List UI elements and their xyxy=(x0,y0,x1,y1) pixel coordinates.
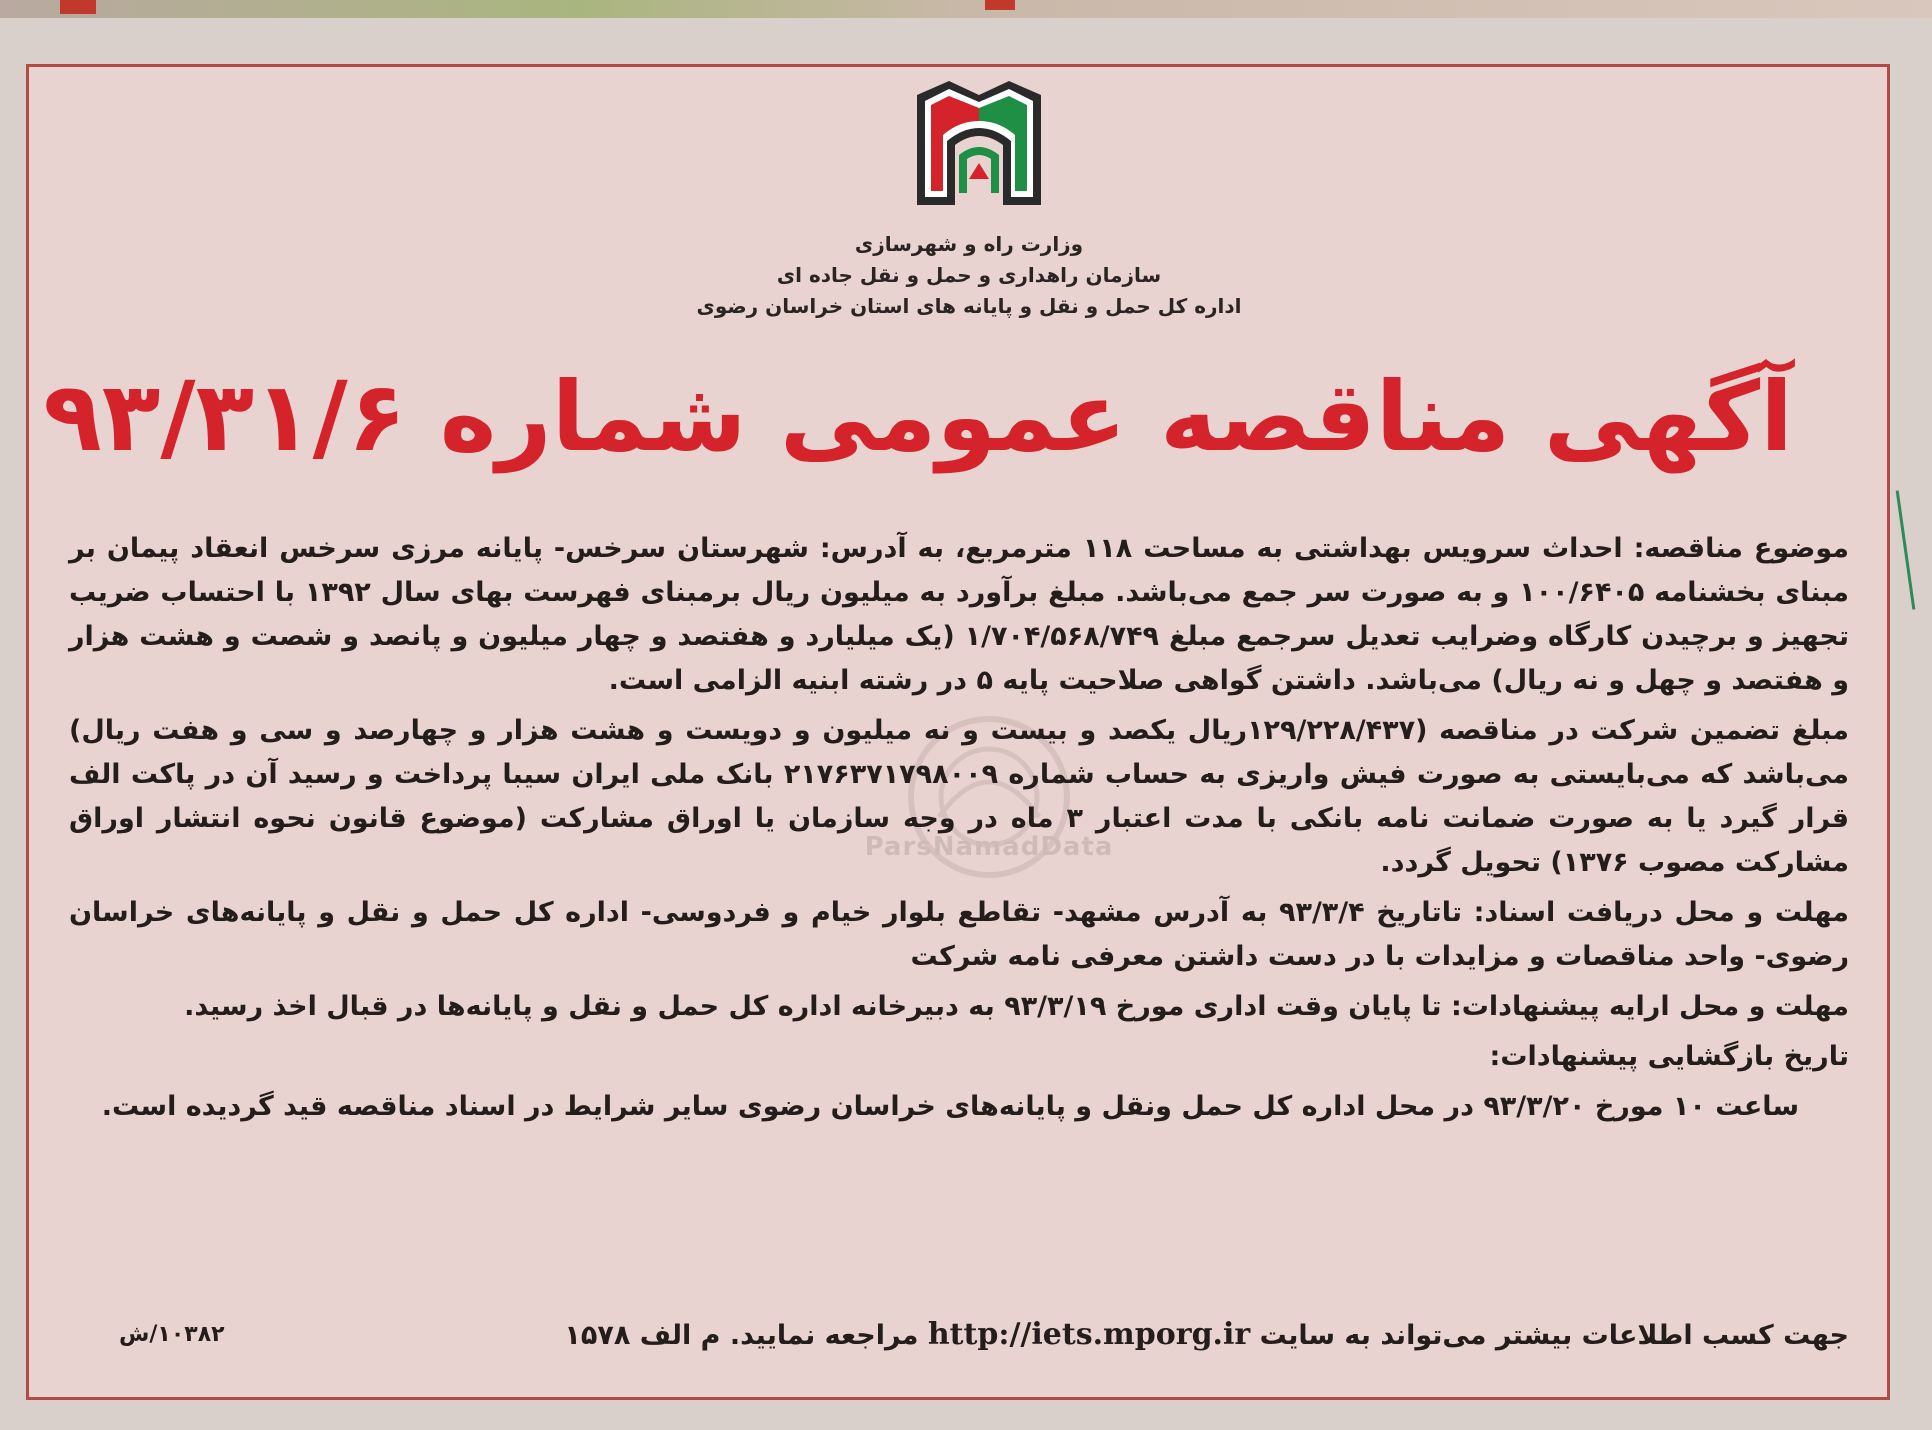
website-link[interactable]: http://iets.mporg.ir xyxy=(927,1317,1251,1352)
org-line-office: اداره کل حمل و نقل و پایانه های استان خراسان رضوی xyxy=(696,294,1242,318)
tender-subject-paragraph: موضوع مناقصه: احداث سرویس بهداشتی به مساحت ۱۱۸ مترمربع، به آدرس: شهرستان سرخس- پایانه مرزی سرخس انعقاد پیمان بر مبنای بخشنامه ۱۰۰/۶۴۰۵ و به صورت سر جمع می‌باشد. مبلغ برآورد به میلیون ریال برمبنای فهرست بهای سال ۱۳۹۲ با احتساب ضریب تجهیز و برچیدن کارگاه وضرایب تعدیل سرجمع مبلغ ۱/۷۰۴/۵۶۸/۷۴۹ (یک میلیارد و هفتصد و چهار میلیون و پانصد و شصت و هشت هزار و هفتصد و چهل و نه ریال) می‌باشد. داشتن گواهی صلاحیت پایه ۵ در رشته ابنیه الزامی است. xyxy=(69,533,1850,696)
notice-body xyxy=(69,527,1849,1129)
margin-green-mark xyxy=(1896,490,1916,609)
guarantee-paragraph: مبلغ تضمین شرکت در مناقصه (۱۲۹/۲۲۸/۴۳۷ریال یکصد و بیست و نه میلیون و دویست و هشت هزار و چهارصد و سی و هفت ریال) می‌باشد که می‌بایستی به صورت فیش واریزی به حساب شماره ۲۱۷۶۳۷۱۷۹۸۰۰۹ بانک ملی ایران سیبا پرداخت و رسید آن در پاکت الف قرار گیرد یا به صورت ضمانت نامه بانکی با مدت اعتبار ۳ ماه در وجه سازمان یا اوراق مشارکت (موضوع قانون نحوه انتشار اوراق مشارکت مصوب ۱۳۷۶) تحویل گردد. xyxy=(69,715,1850,878)
top-red-mark-2 xyxy=(985,0,1015,10)
opening-date-label: تاریخ بازگشایی پیشنهادات: xyxy=(1489,1041,1849,1072)
org-line-agency: سازمان راهداری و حمل و نقل جاده ای xyxy=(776,263,1162,287)
top-red-mark xyxy=(60,0,96,14)
opening-date-paragraph: ساعت ۱۰ مورخ ۹۳/۳/۲۰ در محل اداره کل حمل ونقل و پایانه‌های خراسان رضوی سایر شرایط در اسناد مناقصه قید گردیده است. xyxy=(101,1091,1799,1122)
notice-headline: آگهی مناقصه عمومی شماره ۹۳/۳۱/۶ xyxy=(43,361,1793,473)
watermark-text: ParsNamadData xyxy=(864,832,1114,862)
notice-footer xyxy=(69,1313,1849,1363)
footer-text-before: جهت کسب اطلاعات بیشتر می‌تواند به سایت xyxy=(1259,1320,1849,1351)
footer-text-after: مراجعه نمایید. م الف ۱۵۷۸ xyxy=(564,1320,919,1351)
documents-deadline-paragraph: مهلت و محل دریافت اسناد: تاتاریخ ۹۳/۳/۴ به آدرس مشهد- تقاطع بلوار خیام و فردوسی- اداره کل حمل و نقل و پایانه‌های خراسان رضوی- واحد مناقصات و مزایدات با در دست داشتن معرفی نامه شرکت xyxy=(69,897,1849,972)
ministry-road-logo-icon xyxy=(899,75,1059,215)
newspaper-top-strip xyxy=(0,0,1932,18)
organization-header xyxy=(569,229,1369,322)
notice-code: ۱۰۳۸۲/ش xyxy=(119,1322,225,1347)
org-line-ministry: وزارت راه و شهرسازی xyxy=(854,232,1084,256)
proposal-deadline-paragraph: مهلت و محل ارایه پیشنهادات: تا پایان وقت اداری مورخ ۹۳/۳/۱۹ به دبیرخانه اداره کل حمل و نقل و پایانه‌ها در قبال اخذ رسید. xyxy=(184,991,1849,1022)
tender-notice xyxy=(26,64,1890,1400)
